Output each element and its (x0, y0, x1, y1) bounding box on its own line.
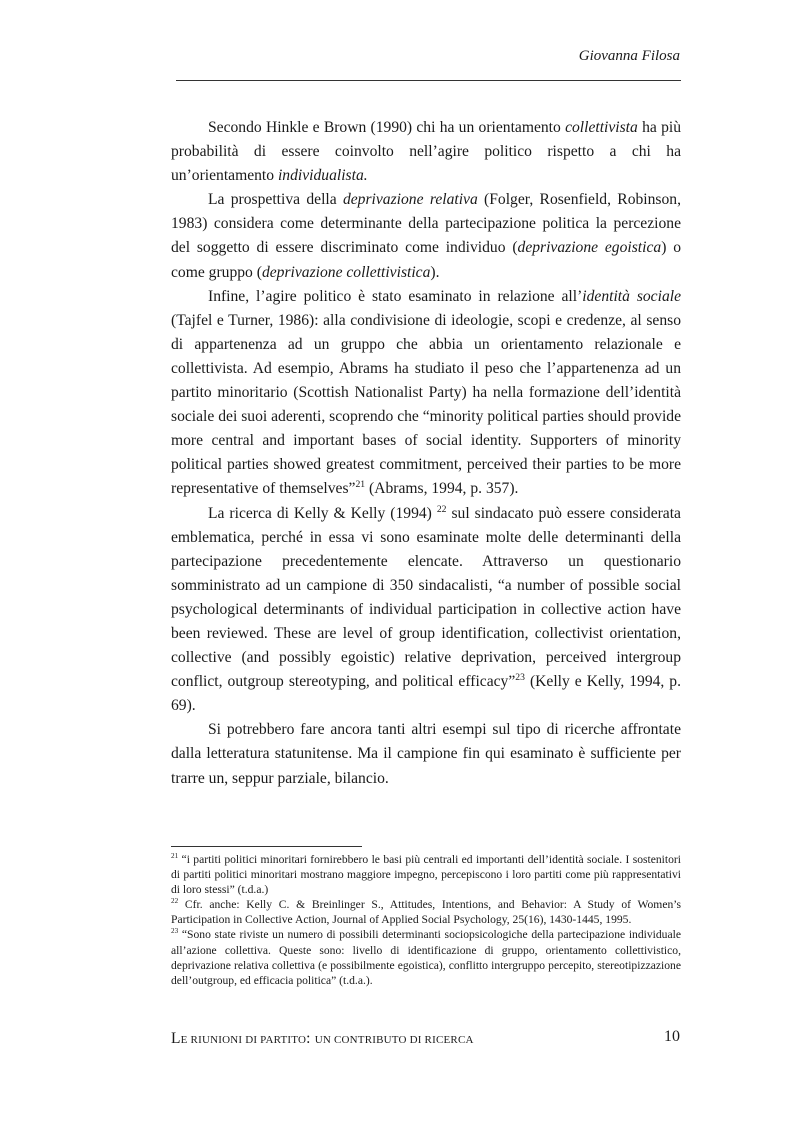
text-run: ). (430, 263, 440, 281)
italic-text: deprivazione collettivistica (261, 263, 431, 281)
text-run: Si potrebbero fare ancora tanti altri esempi sul tipo di ricerche affrontate dalla letteratura statunitense. Ma il campione fin qui esaminato è sufficiente per trarre un, seppur parziale, bilancio. (171, 721, 681, 787)
header-rule (176, 80, 681, 81)
text-run: ) o come gruppo ( (171, 239, 681, 281)
footnotes (171, 852, 681, 988)
footnote-number: 22 (171, 897, 179, 906)
text-run: (Kelly e Kelly, 1994, p. 69). (171, 673, 682, 715)
footer-title-segment: UN CONTRIBUTO DI RICERCA (314, 1034, 474, 1046)
body-text (171, 116, 681, 791)
paragraph (171, 188, 681, 284)
text-run: ha più probabilità di essere coinvolto nell’agire politico rispetto a chi ha un’orientamento (171, 119, 681, 185)
paragraph (171, 502, 681, 719)
footnote-ref: 21 (355, 479, 366, 491)
text-run: Infine, l’agire politico è stato esaminato in relazione all’ (208, 287, 583, 305)
footnote-text: “i partiti politici minoritari fornirebbero le basi più centrali ed importanti dell’identità sociale. I sostenitori di partiti politici minoritari mostrano maggiore impegno, percepiscono i loro partiti come più rappresentativi di loro stessi” (t.d.a.) (171, 853, 681, 897)
text-run: (Tajfel e Turner, 1986): alla condivisione di ideologie, scopi e credenze, al senso di appartenenza ad un gruppo che abbia un orientamento relazionale e collettivista. Ad esempio, Abrams ha studiato il peso che l’appartenenza ad un partito minoritario (Scottish Nationalist Party) ha nella formazione dell’identità sociale dei suoi aderenti, scoprendo che “minority political parties should provide more central and important bases of social identity. Supporters of minority political parties showed greatest commitment, perceived their parties to be more representative of themselves” (171, 311, 681, 498)
paragraph (171, 285, 681, 502)
footer-title-segment: L (171, 1030, 181, 1047)
page-number: 10 (664, 1028, 680, 1045)
paragraph (171, 116, 681, 188)
text-run: La prospettiva della (208, 191, 343, 209)
footnote (171, 927, 681, 987)
italic-text: identità sociale (582, 287, 681, 305)
footnote-number: 23 (171, 927, 179, 936)
text-run: Secondo Hinkle e Brown (1990) chi ha un orientamento (208, 119, 566, 136)
running-footer-title (171, 1030, 474, 1048)
footnote (171, 897, 681, 927)
footnote-ref: 23 (515, 671, 525, 683)
footnote-ref: 22 (436, 503, 447, 515)
footnote-text: Cfr. anche: Kelly C. & Breinlinger S., Attitudes, Intentions, and Behavior: A Study of Women’s Participation in Collective Action, Journal of Applied Social Psychology, 25(16), 1430-1445, 1995. (171, 898, 681, 927)
footer-title-segment: E RIUNIONI DI PARTITO (180, 1034, 307, 1046)
footnote-text: “Sono state riviste un numero di possibili determinanti sociopsicologiche della partecipazione individuale all’azione collettiva. Queste sono: livello di identificazione di gruppo, orientamento collettivistico, deprivazione relativa collettiva (e possibilmente egoistica), conflitto intergruppo percepito, stereotipizzazione dell’outgroup, ed efficacia politica” (t.d.a.). (171, 928, 681, 987)
italic-text: individualista. (277, 167, 368, 185)
footnote (171, 852, 681, 897)
text-run: sul sindacato può essere considerata emblematica, perché in essa vi sono esaminate molte delle determinanti della partecipazione precedentemente elencate. Attraverso un questionario somministrato ad un campione di 350 sindacalisti, “a number of possible social psychological determinants of individual participation in collective action have been reviewed. These are level of group identification, collectivist orientation, collective (and possibly egoistic) relative deprivation, perceived intergroup conflict, outgroup stereotyping, and political efficacy” (171, 504, 681, 691)
footnote-rule (171, 846, 362, 847)
paragraph (171, 718, 681, 790)
footnote-number: 21 (171, 852, 179, 861)
italic-text: deprivazione relativa (342, 191, 478, 209)
text-run: (Folger, Rosenfield, Robinson, 1983) considera come determinante della partecipazione politica la percezione del soggetto di essere discriminato come individuo ( (171, 191, 681, 257)
italic-text: deprivazione egoistica (517, 239, 662, 257)
text-run: (Abrams, 1994, p. 357). (365, 480, 519, 498)
running-header-author: Giovanna Filosa (578, 48, 680, 64)
footer-title-segment: : (306, 1030, 315, 1047)
italic-text: collettivista (565, 119, 638, 136)
text-run: La ricerca di Kelly & Kelly (1994) (208, 504, 437, 522)
